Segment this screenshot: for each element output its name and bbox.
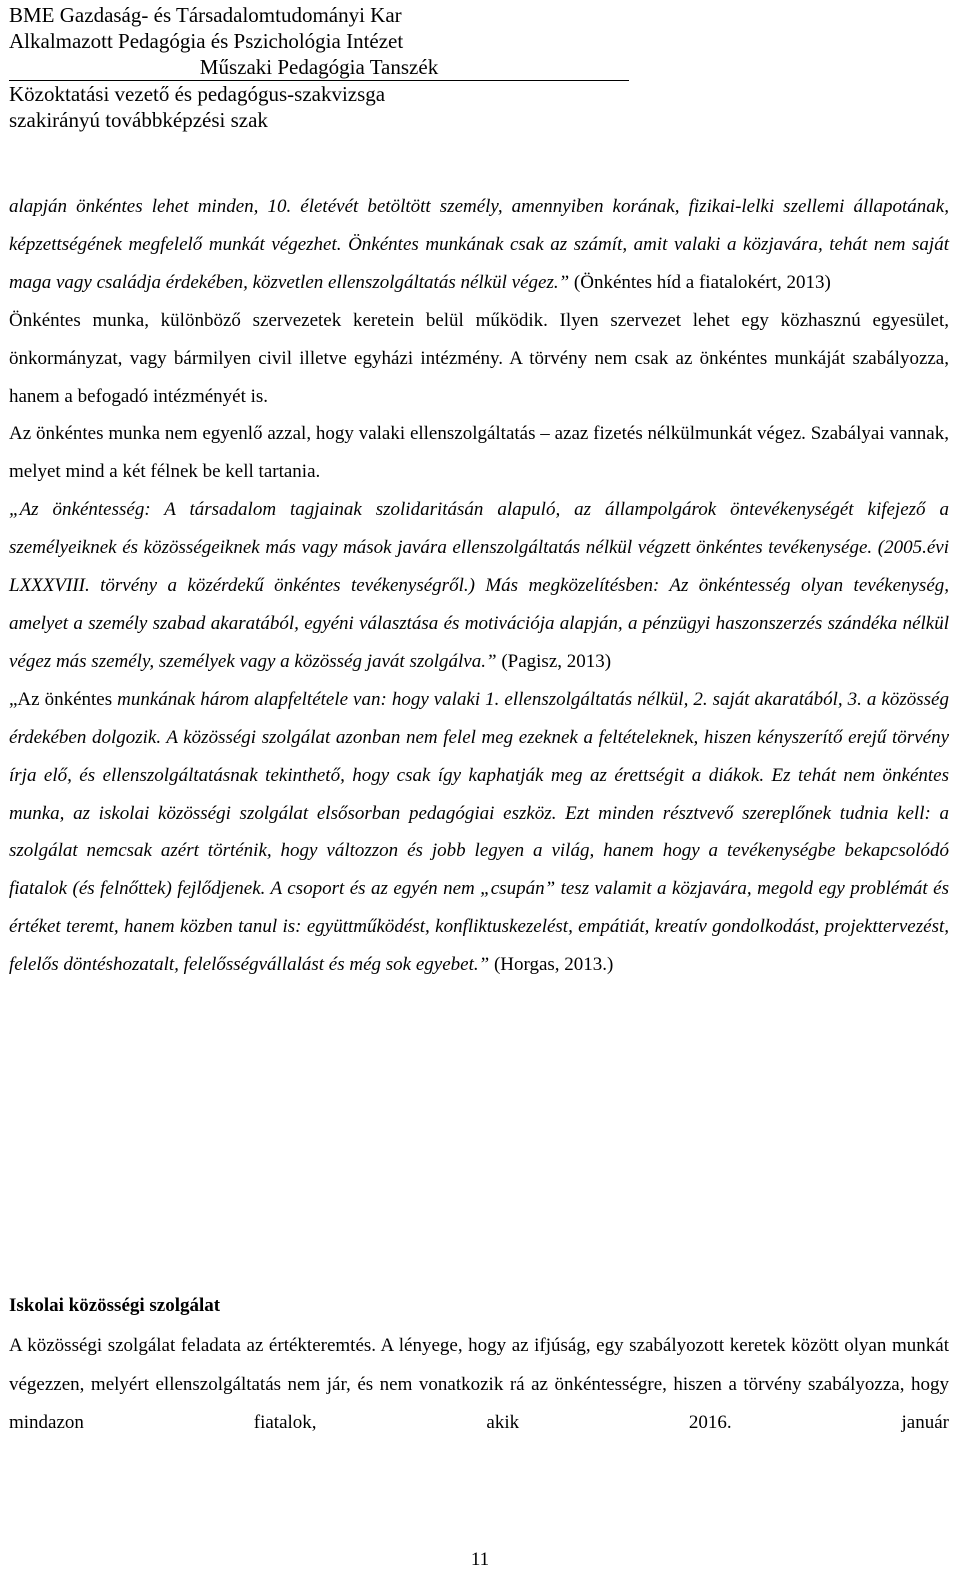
header-institute: Alkalmazott Pedagógia és Pszichológia Intézet	[9, 29, 404, 53]
citation: (Pagisz, 2013)	[496, 650, 612, 672]
section-heading: Iskolai közösségi szolgálat	[9, 1295, 221, 1316]
body-text	[9, 188, 949, 984]
quote-text: alapján önkéntes lehet minden, 10. életévét betöltött személy, amennyiben korának, fizikai-lelki szellemi állapotának, képzettségének megfelelő munkát végezhet. Önkéntes munkának csak az számít, amit valaki a közjavára, tehát nem saját maga vagy családja érdekében, közvetlen ellenszolgáltatás nélkül végez.”	[9, 196, 949, 293]
header-program-type: szakirányú továbbképzési szak	[9, 108, 268, 132]
paragraph-4	[9, 491, 949, 681]
header-faculty: BME Gazdaság- és Társadalomtudományi Kar	[9, 3, 402, 27]
citation: (Önkéntes híd a fiatalokért, 2013)	[569, 271, 831, 293]
section-body	[9, 1327, 949, 1443]
quote-text: Más megközelítésben: Az önkéntesség olyan tevékenység, amelyet a személy szabad akaratából, egyéni választása és motivációja alapján, a pénzügyi haszonszerzés szándéka nélkül végez más személy, személyek vagy a közösség javát szolgálva.”	[9, 575, 950, 672]
paragraph-1	[9, 188, 949, 302]
page-number: 11	[470, 1549, 490, 1570]
header-program: Közoktatási vezető és pedagógus-szakvizsga	[9, 82, 386, 106]
paragraph-5	[9, 681, 949, 984]
quote-text: „Az önkéntesség: A társadalom tagjainak szolidaritásán alapuló, az állampolgárok öntevékenységét kifejező a személyeiknek és közösségeiknek más vagy mások javára ellenszolgáltatás nélkül végzett önkéntes tevékenysége. (2005.évi LXXXVIII. törvény a közérdekű önkéntes tevékenységről.)	[9, 499, 949, 597]
paragraph-6: A közösségi szolgálat feladata az értékteremtés. A lényege, hogy az ifjúság, egy szabályozott keretek között olyan munkát végezzen, melyért ellenszolgáltatás nem jár, és nem vonatkozik rá az önkéntességre, hiszen a törvény szabályozza, hogy mindazon fiatalok, akik 2016. január	[9, 1335, 949, 1433]
citation: (Horgas, 2013.)	[489, 954, 614, 976]
quote-intro: „Az önkéntes	[9, 688, 118, 710]
header-department: Műszaki Pedagógia Tanszék	[9, 54, 629, 81]
paragraph-2: Önkéntes munka, különböző szervezetek keretein belül működik. Ilyen szervezet lehet egy közhasznú egyesület, önkormányzat, vagy bármilyen civil illetve egyházi intézmény. A törvény nem csak az önkéntes munkáját szabályozza, hanem a befogadó intézményét is.	[9, 309, 949, 407]
page-header	[9, 2, 629, 133]
paragraph-3: Az önkéntes munka nem egyenlő azzal, hogy valaki ellenszolgáltatás – azaz fizetés nélkülmunkát végez. Szabályai vannak, melyet mind a két félnek be kell tartania.	[9, 423, 949, 483]
quote-text: munkának három alapfeltétele van: hogy valaki 1. ellenszolgáltatás nélkül, 2. saját akaratából, 3. a közösség érdekében dolgozik. A közösségi szolgálat azonban nem felel meg ezeknek a feltételeknek, hiszen kényszerítő erejű törvény írja elő, és ellenszolgáltatásnak tekinthető, hogy csak így kaphatják meg az érettségit a diákok. Ez tehát nem önkéntes munka, az iskolai közösségi szolgálat elsősorban pedagógiai eszköz. Ezt minden résztvevő szereplőnek tudnia kell: a szolgálat nemcsak azért történik, hogy változzon és jobb legyen a világ, hanem hogy a tevékenységbe bekapcsolódó fiatalok (és felnőttek) fejlődjenek. A csoport és az egyén nem „csupán” tesz valamit a közjavára, megold egy problémát és értéket teremt, hanem közben tanul is: együttműködést, konfliktuskezelést, empátiát, kreatív gondolkodást, projekttervezést, felelős döntéshozatalt, felelősségvállalást és még sok egyebet.”	[9, 688, 949, 976]
